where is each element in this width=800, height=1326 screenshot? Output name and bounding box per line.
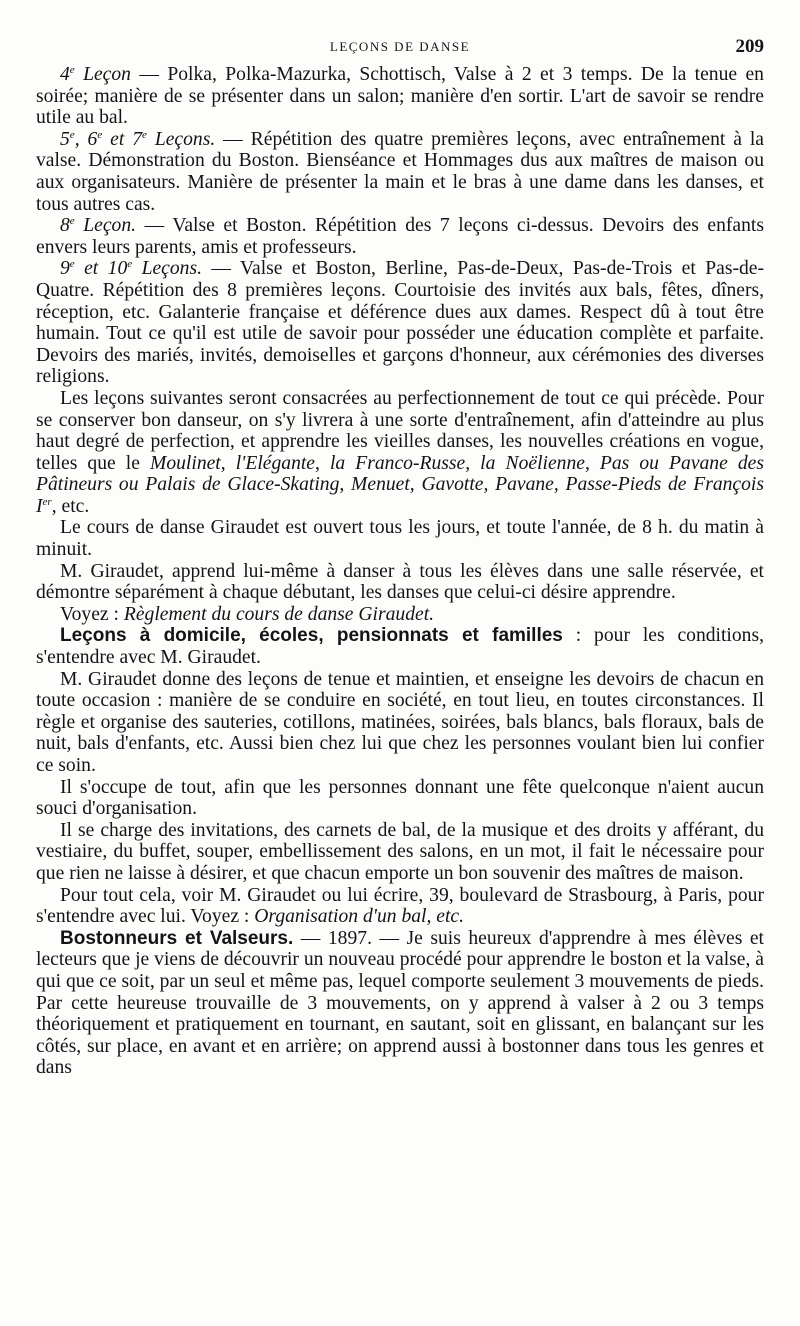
paragraph-organisation <box>36 777 764 820</box>
paragraph-voyez-reglement <box>36 604 764 626</box>
section-heading: Leçons à domicile, écoles, pensionnats et familles <box>60 625 563 647</box>
paragraph-bostonneurs <box>36 928 764 1079</box>
dance-list: Moulinet, l'Elégante, la Franco-Russe, la Noëlienne, Pas ou Pavane des Pâtineurs ou Palais de Glace-Skating, Menuet, Gavotte, Pavane, Passe-Pieds de François Ier <box>36 452 764 517</box>
running-header <box>36 36 764 58</box>
paragraph-text: Il se charge des invitations, des carnets de bal, de la musique et des droits y afférant, du vestiaire, du buffet, souper, embellissement des salons, en un mot, il fait le nécessaire pour que rien ne laisse à désirer, et que chacun emporte un bon souvenir des maîtres de maison. <box>36 819 764 884</box>
page-number: 209 <box>735 36 764 57</box>
lesson-label: 8e Leçon. <box>60 215 137 237</box>
paragraph-perfectionnement <box>36 388 764 518</box>
paragraph-tenue-maintien <box>36 669 764 777</box>
lesson-label: 5e, 6e et 7e Leçons. <box>60 128 216 150</box>
paragraph-invitations <box>36 820 764 885</box>
section-heading: Bostonneurs et Valseurs. <box>60 927 294 949</box>
voyez-prefix: Voyez : <box>60 603 124 625</box>
paragraph-text: — Valse et Boston, Berline, Pas-de-Deux, Pas-de-Trois et Pas-de-Quatre. Répétition des 8 premières leçons. Courtoisie des invités aux bals, fêtes, dîners, réception, etc. Galanterie française et déférence dues aux dames. Respect dû à tout être humain. Tout ce qu'il est utile de savoir pour posséder une éducation complète et parfaite. Devoirs des mariés, invités, demoiselles et garçons d'honneur, aux cérémonies des diverses religions. <box>36 258 764 388</box>
paragraph-text: — Répétition des quatre premières leçons, avec entraînement à la valse. Démonstration du Boston. Bienséance et Hommages dus aux maîtres de maison ou aux organisateurs. Manière de présenter la main et le bras à une dame dans les danses, et tous autres cas. <box>36 128 765 215</box>
paragraph-text: Il s'occupe de tout, afin que les personnes donnant une fête quelconque n'aient aucun souci d'organisation. <box>36 776 764 820</box>
paragraph-contact <box>36 885 764 928</box>
paragraph-text: Le cours de danse Giraudet est ouvert tous les jours, et toute l'année, de 8 h. du matin à minuit. <box>36 517 764 561</box>
cross-reference: Règlement du cours de danse Giraudet. <box>123 603 435 625</box>
paragraph-tail: , etc. <box>51 495 90 517</box>
text-body <box>36 64 764 1079</box>
lesson-label: 9e et 10e Leçons. <box>60 258 202 280</box>
paragraph-lessons-9-10 <box>36 258 764 388</box>
paragraph-text: — Polka, Polka-Mazurka, Schottisch, Valse à 2 et 3 temps. De la tenue en soirée; manière de se présenter dans un salon; manière d'en sortir. L'art de savoir se rendre utile au bal. <box>36 64 764 129</box>
paragraph-text: Les leçons suivantes seront consacrées au perfectionnement de tout ce qui précède. Pour se conserver bon danseur, on s'y livrera à une sorte d'entraînement, afin d'atteindre au plus haut degré de perfection, et apprendre les vieilles danses, les nouvelles créations en vogue, telles que le <box>36 387 764 474</box>
paragraph-lesson-4 <box>36 64 764 129</box>
paragraph-text: — Valse et Boston. Répétition des 7 leçons ci-dessus. Devoirs des enfants envers leurs parents, amis et professeurs. <box>36 215 764 258</box>
paragraph-lesson-8 <box>36 215 764 258</box>
paragraph-text: : pour les conditions, s'entendre avec M. Giraudet. <box>36 625 764 669</box>
paragraph-lecons-domicile <box>36 625 764 668</box>
paragraph-lessons-5-7 <box>36 129 764 215</box>
paragraph-text: Pour tout cela, voir M. Giraudet ou lui écrire, 39, boulevard de Strasbourg, à Paris, pour s'entendre avec lui. Voyez : <box>36 884 764 928</box>
paragraph-text: — 1897. — Je suis heureux d'apprendre à mes élèves et lecteurs que je viens de découvrir un nouveau procédé pour apprendre le boston et la valse, à qui que ce soit, par un seul et même pas, lequel comporte seulement 3 mouvements de pieds. Par cette heureuse trouvaille de 3 mouvements, on y apprend à valser à 2 ou 3 temps théoriquement et pratiquement en tournant, en sautant, soit en glissant, en balançant sur les côtés, sur place, en avant et en arrière; on apprend aussi à bostonner dans tous les genres et dans <box>36 927 764 1079</box>
paragraph-text: M. Giraudet donne des leçons de tenue et maintien, et enseigne les devoirs de chacun en toute occasion : manière de se conduire en société, en tout lieu, en toutes circonstances. Il règle et organise des sauteries, cotillons, matinées, soirées, bals blancs, bals floraux, bals de nuit, bals d'enfants, etc. Aussi bien chez lui que chez les personnes voulant bien lui confier ce soin. <box>36 668 764 776</box>
paragraph-demonstration <box>36 561 764 604</box>
cross-reference: Organisation d'un bal, etc. <box>254 906 465 928</box>
paragraph-horaires <box>36 517 764 560</box>
running-title: LEÇONS DE DANSE <box>329 39 471 54</box>
lesson-label: 4e Leçon <box>60 64 131 85</box>
paragraph-text: M. Giraudet, apprend lui-même à danser à tous les élèves dans une salle réservée, et démontre séparément à chaque débutant, les danses que celui-ci désire apprendre. <box>36 560 764 604</box>
